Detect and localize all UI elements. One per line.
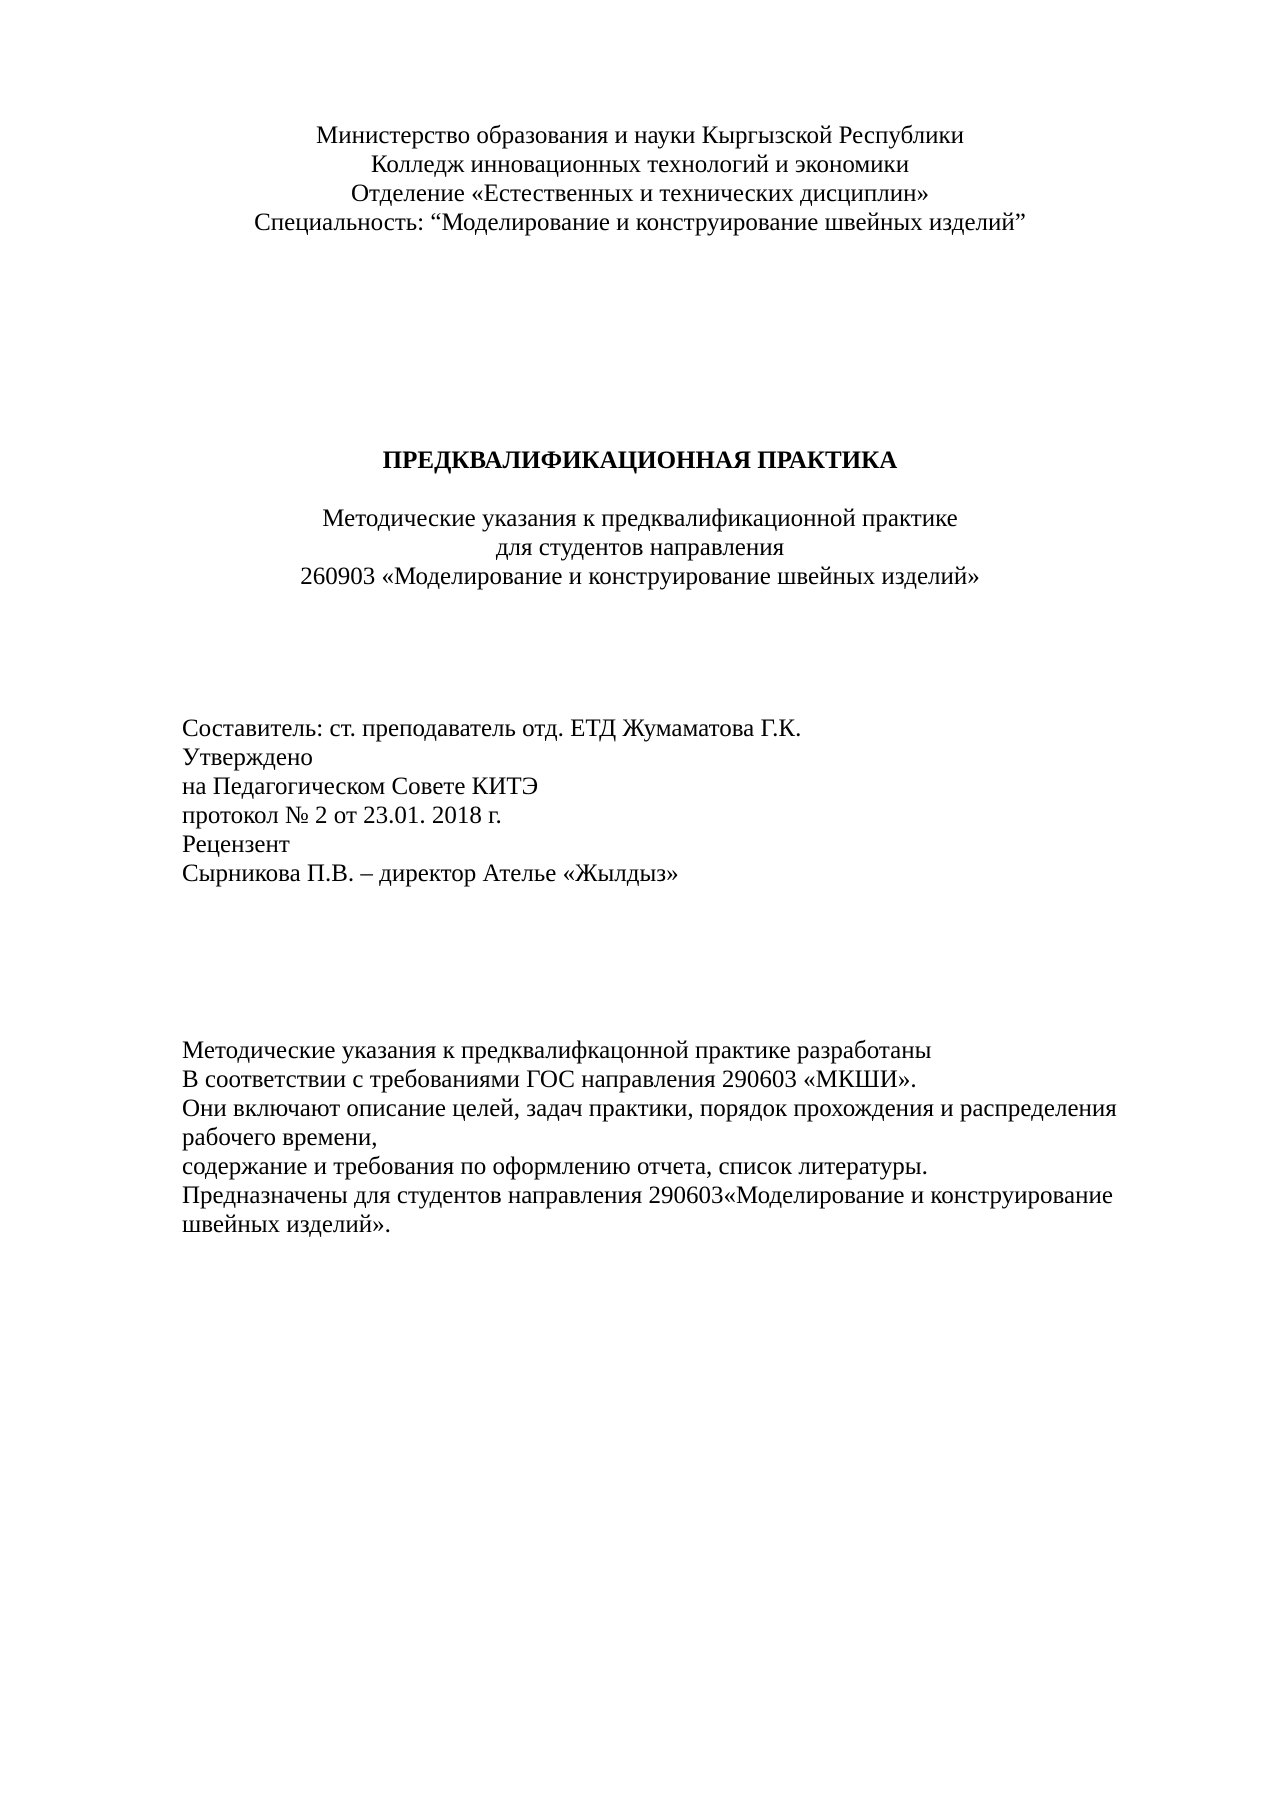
description-line: содержание и требования по оформлению отчета, список литературы.	[182, 1153, 928, 1180]
ministry-line: Министерство образования и науки Кыргызской Республики	[315, 122, 965, 149]
approved-line: Утверждено	[182, 744, 313, 771]
subtitle-line: Методические указания к предквалификационной практике	[322, 505, 958, 532]
description-line: Предназначены для студентов направления 290603«Моделирование и конструирование	[182, 1182, 1113, 1209]
description-block	[182, 1036, 1162, 1239]
college-line: Колледж инновационных технологий и экономики	[370, 151, 910, 178]
author-approval-block	[182, 714, 1162, 888]
document-subtitle	[0, 504, 1280, 591]
institution-header	[0, 121, 1280, 237]
council-line: на Педагогическом Совете КИТЭ	[182, 773, 539, 800]
document-title: ПРЕДКВАЛИФИКАЦИОННАЯ ПРАКТИКА	[382, 447, 898, 474]
description-line: В соответствии с требованиями ГОС направления 290603 «МКШИ».	[182, 1066, 917, 1093]
protocol-line: протокол № 2 от 23.01. 2018 г.	[182, 802, 502, 829]
description-line: рабочего времени,	[182, 1124, 378, 1151]
compiler-line: Составитель: ст. преподаватель отд. ЕТД Жумаматова Г.К.	[182, 715, 802, 742]
description-line: швейных изделий».	[182, 1211, 391, 1238]
department-line: Отделение «Естественных и технических дисциплин»	[350, 180, 930, 207]
description-line: Методические указания к предквалифкацонной практике разработаны	[182, 1037, 932, 1064]
reviewer-label: Рецензент	[182, 831, 290, 858]
specialty-line: Специальность: “Моделирование и конструирование швейных изделий”	[254, 209, 1026, 236]
reviewer-name: Сырникова П.В. – директор Ателье «Жылдыз»	[182, 860, 679, 887]
description-line: Они включают описание целей, задач практики, порядок прохождения и распределения	[182, 1095, 1117, 1122]
subtitle-line: 260903 «Моделирование и конструирование швейных изделий»	[300, 563, 980, 590]
subtitle-line: для студентов направления	[495, 534, 785, 561]
